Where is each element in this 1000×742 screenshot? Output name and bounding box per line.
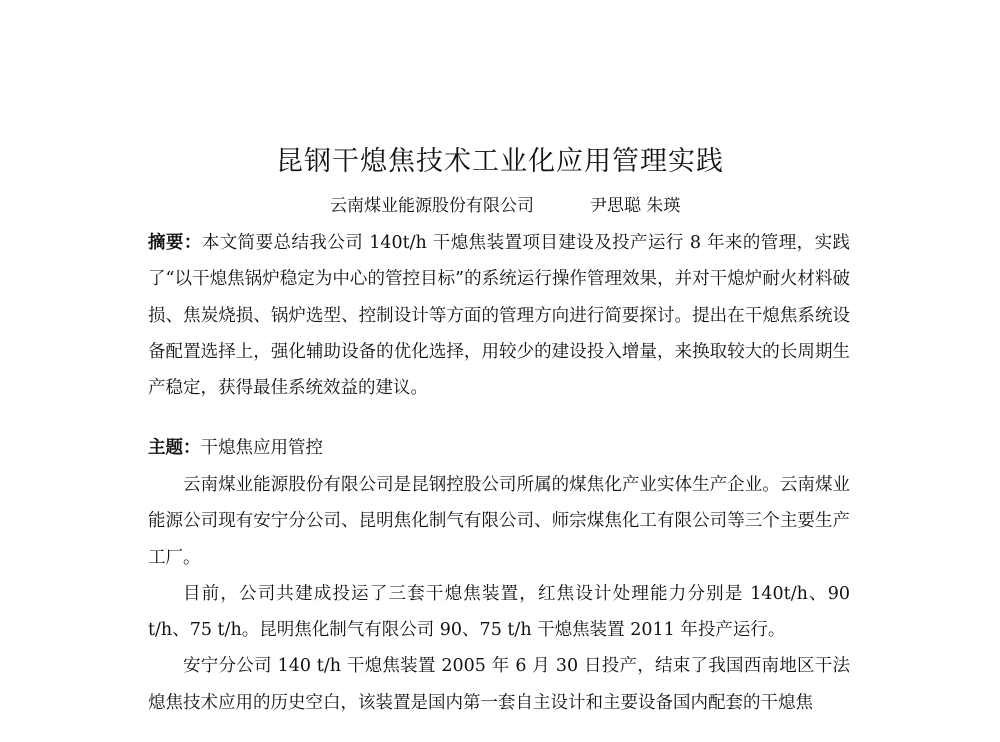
keywords-paragraph (148, 430, 850, 466)
abstract-text: 本文简要总结我公司 140t/h 干熄焦装置项目建设及投产运行 8 年来的管理，实践了“以干熄焦锅炉稳定为中心的管控目标”的系统运行操作管理效果，并对干熄炉耐火材料破损、焦炭烧损、锅炉选型、控制设计等方面的管理方向进行简要探讨。提出在干熄焦系统设备配置选择上，强化辅助设备的优化选择，用较少的建设投入增量，来换取较大的长周期生产稳定，获得最佳系统效益的建议。 (148, 233, 851, 399)
byline-authors: 尹思聪 朱瑛 (590, 196, 681, 216)
body-section (148, 467, 850, 721)
keywords-label: 主题： (148, 438, 201, 458)
body-paragraph-1: 云南煤业能源股份有限公司是昆钢控股公司所属的煤焦化产业实体生产企业。云南煤业能源公司现有安宁分公司、昆明焦化制气有限公司、师宗煤焦化工有限公司等三个主要生产工厂。 (148, 475, 850, 568)
body-paragraph-3: 安宁分公司 140 t/h 干熄焦装置 2005 年 6 月 30 日投产，结束了我国西南地区干法熄焦技术应用的历史空白，该装置是国内第一套自主设计和主要设备国内配套的干熄焦 (148, 656, 850, 713)
body-paragraph-2: 目前，公司共建成投运了三套干熄焦装置，红焦设计处理能力分别是 140t/h、90 t/h、75 t/h。昆明焦化制气有限公司 90、75 t/h 干熄焦装置 2011 年投产运行。 (148, 583, 850, 641)
keywords-section (148, 430, 850, 466)
byline-organization: 云南煤业能源股份有限公司 (330, 196, 534, 216)
keywords-text: 干熄焦应用管控 (200, 438, 323, 458)
abstract-section (148, 225, 850, 445)
page-title: 昆钢干熄焦技术工业化应用管理实践 (276, 146, 724, 177)
abstract-label: 摘要： (148, 233, 202, 253)
abstract-paragraph (148, 225, 850, 406)
